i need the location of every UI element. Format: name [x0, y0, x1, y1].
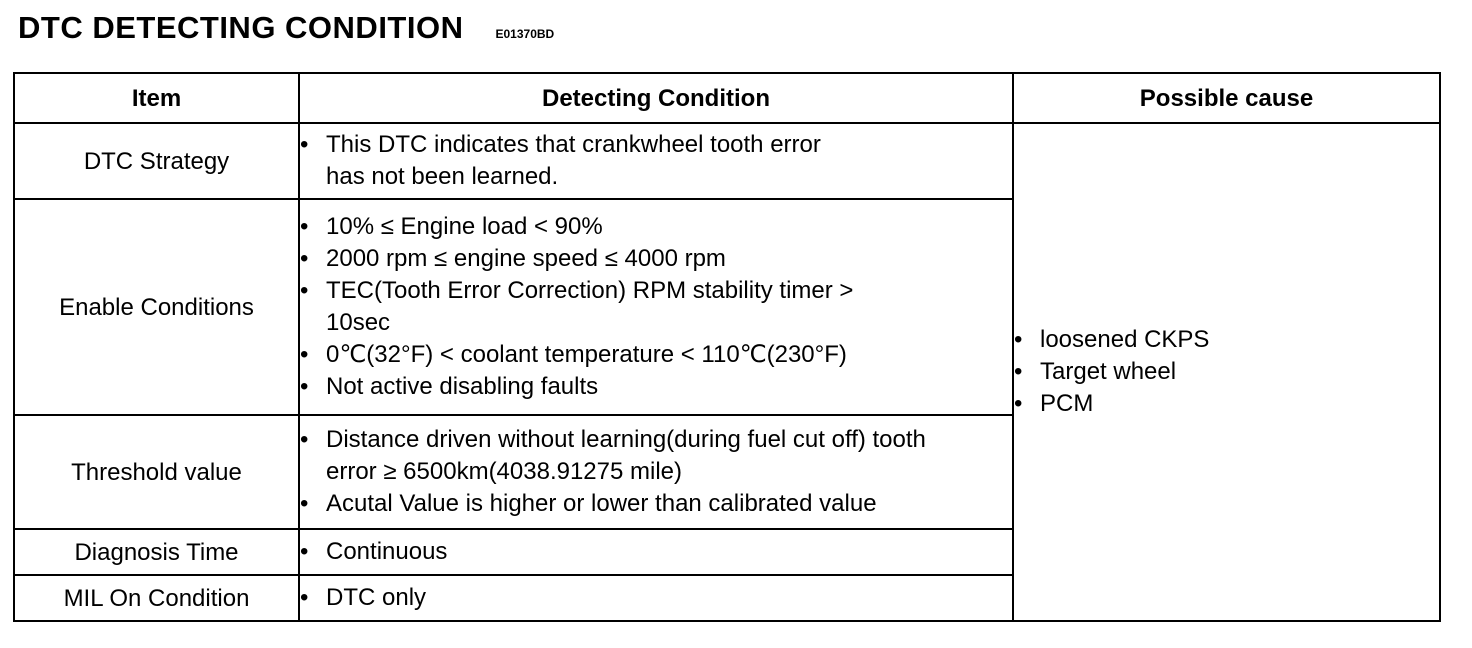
condition-item: • TEC(Tooth Error Correction) RPM stability timer > 10sec: [300, 275, 866, 339]
document-code: E01370BD: [495, 27, 555, 41]
cause-list: [1014, 324, 1439, 420]
column-header-item: Item: [14, 73, 299, 123]
condition-list: [300, 582, 1012, 614]
item-cell: Enable Conditions: [14, 199, 299, 415]
page-header: [18, 10, 554, 46]
condition-list: [300, 424, 1012, 520]
cause-item: • Target wheel: [1014, 356, 1439, 388]
condition-cell: [299, 123, 1013, 199]
item-cell: MIL On Condition: [14, 575, 299, 621]
item-cell: Threshold value: [14, 415, 299, 529]
condition-cell: [299, 415, 1013, 529]
cause-item: • PCM: [1014, 388, 1439, 420]
condition-item: • This DTC indicates that crankwheel tooth error has not been learned.: [300, 129, 846, 193]
table-row-dtc-strategy: [14, 123, 1440, 199]
condition-item: • DTC only: [300, 582, 1012, 614]
table-header-row: [14, 73, 1440, 123]
condition-item: • Distance driven without learning(during fuel cut off) tooth error ≥ 6500km(4038.91275 mile): [300, 424, 966, 488]
condition-list: [300, 211, 1012, 403]
condition-item: • 2000 rpm ≤ engine speed ≤ 4000 rpm: [300, 243, 1012, 275]
possible-cause-cell: [1013, 123, 1440, 621]
condition-cell: [299, 199, 1013, 415]
cause-item: • loosened CKPS: [1014, 324, 1439, 356]
condition-item: • 10% ≤ Engine load < 90%: [300, 211, 1012, 243]
item-cell: Diagnosis Time: [14, 529, 299, 575]
condition-cell: [299, 575, 1013, 621]
item-cell: DTC Strategy: [14, 123, 299, 199]
column-header-detecting-condition: Detecting Condition: [299, 73, 1013, 123]
column-header-possible-cause: Possible cause: [1013, 73, 1440, 123]
condition-item: • Acutal Value is higher or lower than calibrated value: [300, 488, 1012, 520]
condition-list: [300, 536, 1012, 568]
condition-item: • Continuous: [300, 536, 1012, 568]
condition-list: [300, 129, 1012, 193]
dtc-table: [13, 72, 1441, 622]
condition-cell: [299, 529, 1013, 575]
condition-item: • 0℃(32°F) < coolant temperature < 110℃(230°F): [300, 339, 1012, 371]
condition-item: • Not active disabling faults: [300, 371, 1012, 403]
page-title: DTC DETECTING CONDITION: [18, 10, 464, 45]
